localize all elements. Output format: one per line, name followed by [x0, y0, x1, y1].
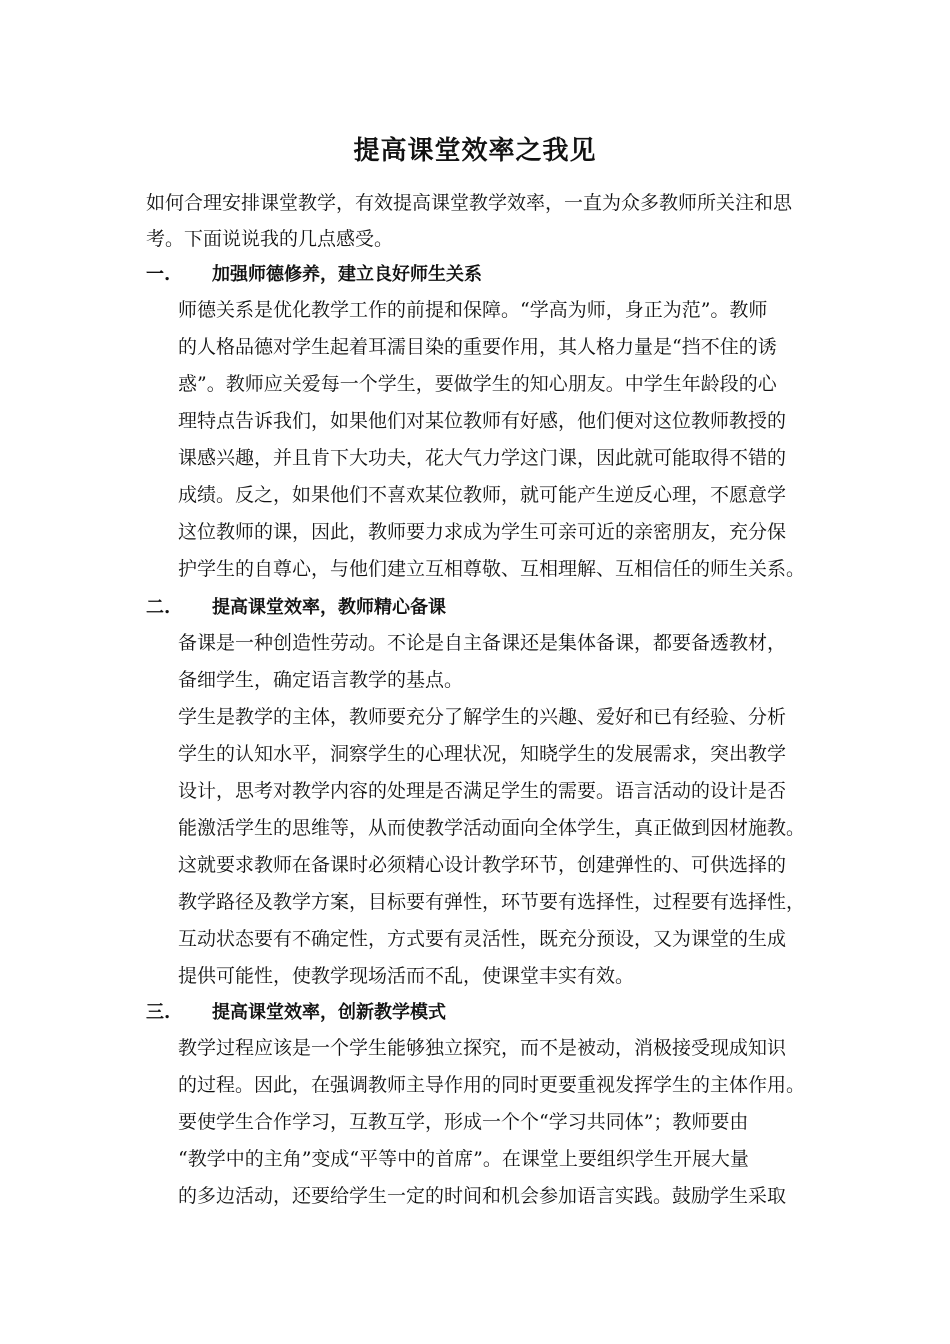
paragraph-line: 学生的认知水平，洞察学生的心理状况，知晓学生的发展需求，突出教学	[178, 743, 787, 765]
document-title: 提高课堂效率之我见	[353, 136, 597, 166]
paragraph-line: 的过程。因此，在强调教师主导作用的同时更要重视发挥学生的主体作用。	[178, 1074, 806, 1096]
paragraph-line: 备细学生，确定语言教学的基点。	[178, 669, 464, 691]
paragraph-line: 师德关系是优化教学工作的前提和保障。“学高为师，身正为范”。教师	[178, 299, 768, 321]
paragraph-line: 学生是教学的主体，教师要充分了解学生的兴趣、爱好和已有经验、分析	[178, 706, 787, 728]
intro-line: 如何合理安排课堂教学，有效提高课堂教学效率，一直为众多教师所关注和思	[146, 192, 793, 214]
paragraph-line: 护学生的自尊心，与他们建立互相尊敬、互相理解、互相信任的师生关系。	[178, 558, 806, 580]
paragraph-line: 设计，思考对教学内容的处理是否满足学生的需要。语言活动的设计是否	[178, 780, 787, 802]
paragraph-line: 的多边活动，还要给学生一定的时间和机会参加语言实践。鼓励学生采取	[178, 1185, 787, 1207]
paragraph-line: 课感兴趣，并且肯下大功夫，花大气力学这门课，因此就可能取得不错的	[178, 447, 787, 469]
section-number: 三.	[146, 1002, 171, 1023]
paragraph-line: 要使学生合作学习，互教互学，形成一个个“学习共同体”；教师要由	[178, 1111, 749, 1133]
paragraph-line: 这位教师的课，因此，教师要力求成为学生可亲可近的亲密朋友，充分保	[178, 521, 787, 543]
paragraph-line: 能激活学生的思维等，从而使教学活动面向全体学生，真正做到因材施教。	[178, 817, 806, 839]
paragraph-line: 成绩。反之，如果他们不喜欢某位教师，就可能产生逆反心理，不愿意学	[178, 484, 787, 506]
section-1-paragraph-1	[178, 292, 838, 588]
section-heading-text: 提高课堂效率，教师精心备课	[212, 597, 446, 618]
paragraph-line: 教学过程应该是一个学生能够独立探究，而不是被动，消极接受现成知识	[178, 1037, 787, 1059]
paragraph-line: 互动状态要有不确定性，方式要有灵活性，既充分预设，又为课堂的生成	[178, 928, 787, 950]
intro-line: 考。下面说说我的几点感受。	[146, 228, 394, 250]
paragraph-line: 这就要求教师在备课时必须精心设计教学环节，创建弹性的、可供选择的	[178, 854, 787, 876]
section-heading-3	[146, 1000, 826, 1026]
paragraph-line: 的人格品德对学生起着耳濡目染的重要作用，其人格力量是“挡不住的诱	[178, 336, 777, 358]
paragraph-line: 惑”。教师应关爱每一个学生，要做学生的知心朋友。中学生年龄段的心	[178, 373, 777, 395]
paragraph-line: 理特点告诉我们，如果他们对某位教师有好感，他们便对这位教师教授的	[178, 410, 787, 432]
section-heading-1	[146, 262, 826, 288]
section-2-paragraph-1	[178, 625, 838, 699]
section-number: 一.	[146, 264, 171, 285]
section-heading-2	[146, 595, 826, 621]
section-2-paragraph-2	[178, 699, 838, 995]
intro-paragraph	[146, 185, 826, 257]
section-number: 二.	[146, 597, 171, 618]
paragraph-line: “教学中的主角”变成“平等中的首席”。在课堂上要组织学生开展大量	[178, 1148, 749, 1170]
section-3-paragraph-1	[178, 1030, 838, 1215]
paragraph-line: 教学路径及教学方案，目标要有弹性，环节要有选择性，过程要有选择性，	[178, 891, 806, 913]
section-heading-text: 加强师德修养，建立良好师生关系	[212, 264, 482, 285]
section-heading-text: 提高课堂效率，创新教学模式	[212, 1002, 446, 1023]
paragraph-line: 备课是一种创造性劳动。不论是自主备课还是集体备课，都要备透教材，	[178, 632, 787, 654]
paragraph-line: 提供可能性，使教学现场活而不乱，使课堂丰实有效。	[178, 965, 635, 987]
